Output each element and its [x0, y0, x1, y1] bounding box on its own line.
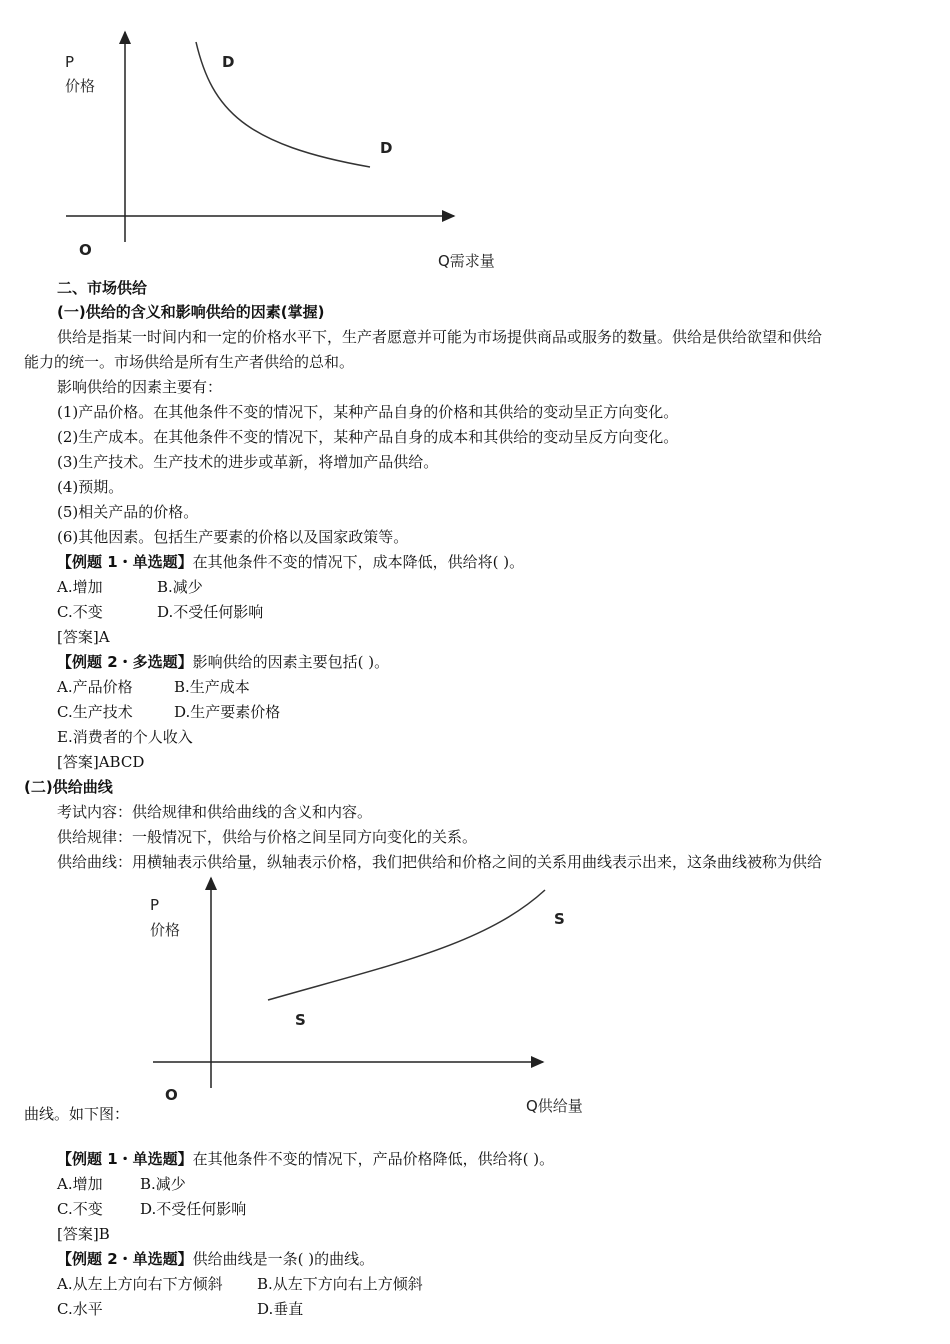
factors-intro: 影响供给的因素主要有：	[57, 378, 223, 396]
example-2-option-b: B.生产成本	[174, 678, 250, 696]
subsection-2-heading: (二)供给曲线	[24, 778, 113, 796]
example-2-option-d: D.生产要素价格	[174, 703, 281, 721]
example-1-option-b: B.减少	[157, 578, 203, 596]
example-2-question	[57, 652, 389, 672]
exam-content: 考试内容：供给规律和供给曲线的含义和内容。	[57, 803, 373, 821]
demand-p-label: P	[65, 53, 75, 71]
example-4-option-c: C.水平	[57, 1300, 103, 1318]
supply-origin-label: O	[165, 1086, 178, 1104]
example-4-option-d: D.垂直	[257, 1300, 304, 1318]
example-2-option-e: E.消费者的个人收入	[57, 728, 193, 746]
example-3-option-a: A.增加	[57, 1175, 103, 1193]
subsection-1-heading: (一)供给的含义和影响供给的因素(掌握)	[57, 303, 325, 321]
paragraph-1-line-2: 能力的统一。市场供给是所有生产者供给的总和。	[24, 353, 355, 371]
example-1-answer: [答案]A	[57, 628, 110, 646]
demand-curve-label-bottom: D	[380, 139, 393, 157]
supply-curve	[268, 890, 545, 1000]
paragraph-1-line-1: 供给是指某一时间内和一定的价格水平下，生产者愿意并可能为市场提供商品或服务的数量。供给是供给欲望和供给	[57, 328, 823, 346]
factor-item: (6)其他因素。包括生产要素的价格以及国家政策等。	[57, 528, 409, 546]
demand-curve-label-top: D	[222, 53, 235, 71]
supply-curve-definition-line-2: 曲线。如下图：	[24, 1105, 130, 1123]
demand-price-label: 价格	[65, 77, 96, 95]
factor-item: (2)生产成本。在其他条件不变的情况下，某种产品自身的成本和其供给的变动呈反方向变化。	[57, 428, 679, 446]
example-1-question	[57, 552, 524, 572]
example-4-tag: 【例题 2・单选题】	[57, 1250, 193, 1268]
example-3-option-b: B.减少	[140, 1175, 186, 1193]
supply-x-axis-label: Q供给量	[526, 1097, 583, 1115]
demand-curve-figure	[0, 0, 560, 280]
example-3-answer: [答案]B	[57, 1225, 110, 1243]
supply-curve-definition-line-1: 供给曲线：用横轴表示供给量，纵轴表示价格，我们把供给和价格之间的关系用曲线表示出来，这条曲线被称为供给	[57, 853, 823, 871]
example-3-text: 在其他条件不变的情况下，产品价格降低，供给将( )。	[192, 1150, 555, 1168]
supply-p-label: P	[150, 896, 160, 914]
example-2-answer: [答案]ABCD	[57, 753, 145, 771]
example-1-option-c: C.不变	[57, 603, 103, 621]
example-4-option-b: B.从左下方向右上方倾斜	[257, 1275, 423, 1293]
factor-item: (5)相关产品的价格。	[57, 503, 199, 521]
factor-item: (1)产品价格。在其他条件不变的情况下，某种产品自身的价格和其供给的变动呈正方向变化。	[57, 403, 679, 421]
demand-origin-label: O	[79, 241, 92, 259]
example-3-question	[57, 1149, 554, 1169]
example-4-question	[57, 1249, 374, 1269]
example-2-option-a: A.产品价格	[57, 678, 133, 696]
factor-item: (4)预期。	[57, 478, 124, 496]
supply-curve-figure	[140, 870, 620, 1120]
supply-price-label: 价格	[150, 921, 181, 939]
example-1-tag: 【例题 1・单选题】	[57, 553, 193, 571]
example-2-tag: 【例题 2・多选题】	[57, 653, 193, 671]
example-2-text: 影响供给的因素主要包括( )。	[192, 653, 390, 671]
factor-item: (3)生产技术。生产技术的进步或革新，将增加产品供给。	[57, 453, 439, 471]
example-3-option-d: D.不受任何影响	[140, 1200, 247, 1218]
supply-law: 供给规律：一般情况下，供给与价格之间呈同方向变化的关系。	[57, 828, 478, 846]
supply-curve-label-bottom: S	[295, 1011, 306, 1029]
example-1-option-a: A.增加	[57, 578, 103, 596]
example-4-option-a: A.从左上方向右下方倾斜	[57, 1275, 223, 1293]
example-1-option-d: D.不受任何影响	[157, 603, 264, 621]
example-4-text: 供给曲线是一条( )的曲线。	[192, 1250, 375, 1268]
supply-curve-label-top: S	[554, 910, 565, 928]
example-2-option-c: C.生产技术	[57, 703, 133, 721]
example-3-option-c: C.不变	[57, 1200, 103, 1218]
example-1-text: 在其他条件不变的情况下，成本降低，供给将( )。	[192, 553, 525, 571]
section-heading: 二、市场供给	[57, 279, 148, 297]
demand-x-axis-label: Q需求量	[438, 252, 495, 270]
example-3-tag: 【例题 1・单选题】	[57, 1150, 193, 1168]
